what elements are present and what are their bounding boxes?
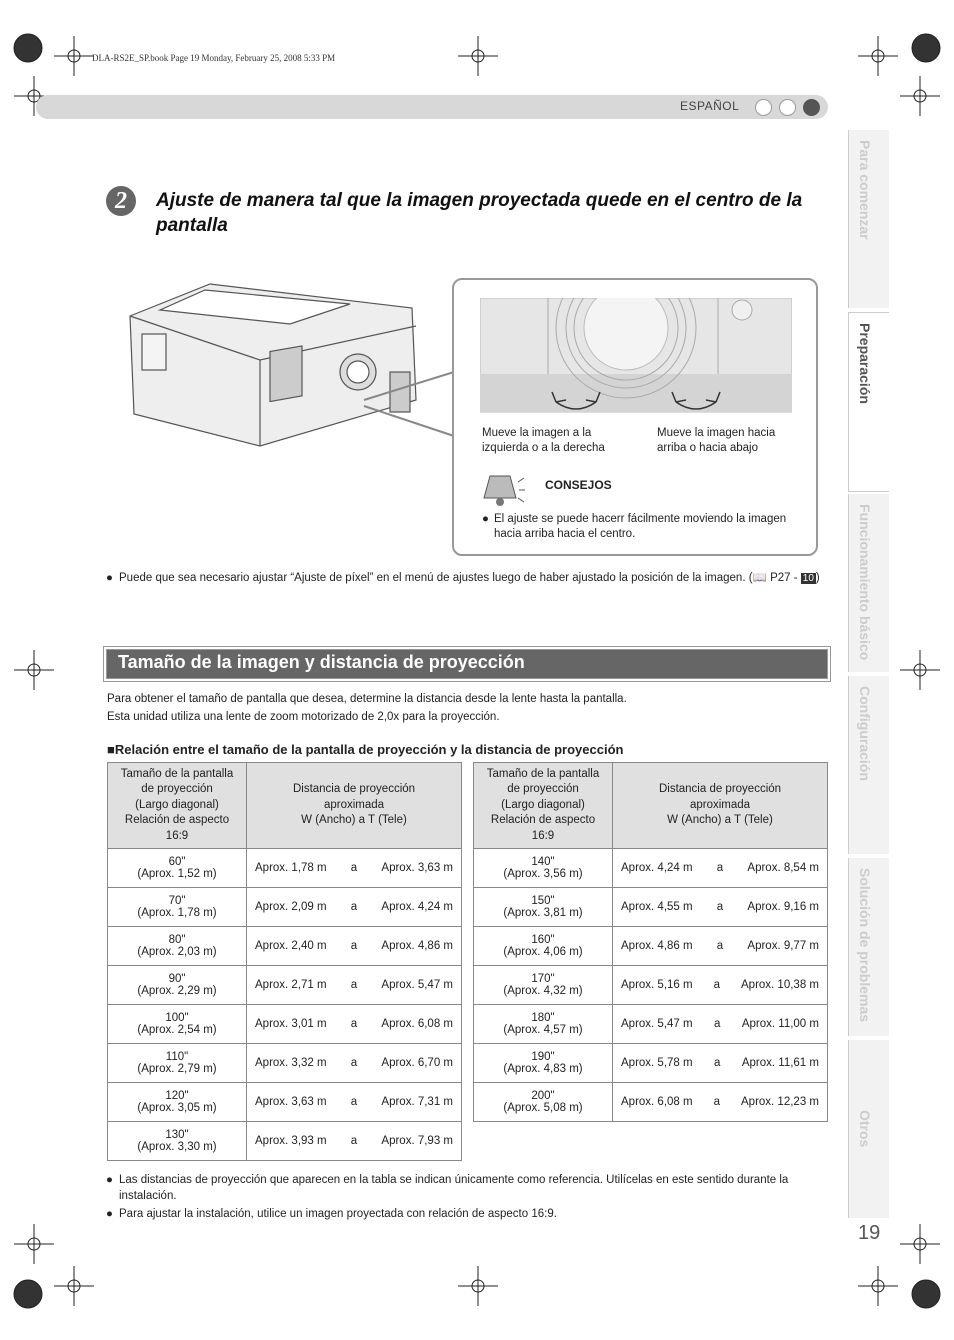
progress-dot-3 (803, 99, 820, 116)
range-connector: a (350, 1135, 358, 1147)
screen-size-inches: 190" (531, 1051, 555, 1063)
tab-label: Funcionamiento básico (857, 504, 873, 661)
note-text: Puede que sea necesario ajustar “Ajuste de píxel” en el menú de ajustes luego de haber ajustado la posición de la imagen. (📖 P27 - 10 ) (119, 572, 820, 584)
wide-distance: Aprox. 4,86 m (621, 940, 693, 952)
tab-preparacion[interactable] (848, 312, 889, 492)
tab-otros[interactable] (848, 1040, 889, 1218)
screen-size-cell (474, 888, 613, 927)
book-icon: 📖 (752, 572, 767, 584)
tele-distance: Aprox. 7,31 m (381, 1096, 453, 1108)
table-row (474, 1044, 828, 1083)
distance-column-header (613, 763, 828, 849)
tele-distance: Aprox. 3,63 m (381, 862, 453, 874)
distance-cell (247, 888, 462, 927)
screen-size-inches: 170" (531, 973, 555, 985)
range-connector: a (350, 1096, 358, 1108)
table-row (108, 1083, 462, 1122)
distance-cell (613, 1005, 828, 1044)
table-row (474, 1005, 828, 1044)
distance-cell (247, 1044, 462, 1083)
wide-distance: Aprox. 2,71 m (255, 979, 327, 991)
screen-size-inches: 80" (168, 934, 186, 946)
table-row (108, 888, 462, 927)
intro-line-2: Esta unidad utiliza una lente de zoom motorizado de 2,0x para la proyección. (107, 711, 500, 723)
screen-size-meters: (Aprox. 1,78 m) (137, 907, 217, 919)
tele-distance: Aprox. 12,23 m (741, 1096, 819, 1108)
tab-label: Solución de problemas (857, 868, 873, 1023)
screen-size-inches: 200" (531, 1090, 555, 1102)
tele-distance: Aprox. 10,38 m (741, 979, 819, 991)
distance-cell (247, 1122, 462, 1161)
distance-cell (247, 927, 462, 966)
screen-size-meters: (Aprox. 4,83 m) (503, 1063, 583, 1075)
screen-size-meters: (Aprox. 4,57 m) (503, 1024, 583, 1036)
tele-distance: Aprox. 4,24 m (381, 901, 453, 913)
screen-size-meters: (Aprox. 3,30 m) (137, 1141, 217, 1153)
header-line: 16:9 (531, 829, 555, 842)
size-column-header (474, 763, 613, 849)
lens-closeup-illustration (480, 298, 792, 414)
table-row (108, 1005, 462, 1044)
header-line: de proyección (141, 783, 213, 796)
tab-label: Otros (857, 1110, 873, 1148)
screen-size-inches: 110" (165, 1051, 189, 1063)
range-connector: a (713, 1096, 720, 1108)
tip-bullet: ● (482, 513, 489, 525)
wide-distance: Aprox. 4,55 m (621, 901, 693, 913)
header-line: aproximada (323, 798, 385, 811)
screen-size-cell (108, 1083, 247, 1122)
zoom-connector-lines (360, 370, 460, 440)
range-connector: a (350, 940, 358, 952)
screen-size-inches: 150" (531, 895, 555, 907)
screen-size-meters: (Aprox. 2,29 m) (137, 985, 217, 997)
screen-size-cell (108, 927, 247, 966)
table-row (108, 927, 462, 966)
range-connector: a (716, 901, 724, 913)
footnote-bullet: ● (106, 1174, 113, 1186)
screen-size-meters: (Aprox. 2,03 m) (137, 946, 217, 958)
distance-cell (247, 1005, 462, 1044)
tele-distance: Aprox. 11,61 m (741, 1057, 819, 1069)
wide-distance: Aprox. 3,93 m (255, 1135, 327, 1147)
tele-distance: Aprox. 6,08 m (381, 1018, 453, 1030)
header-line: W (Ancho) a T (Tele) (667, 814, 773, 827)
screen-size-inches: 90" (168, 973, 186, 985)
range-connector: a (714, 1057, 721, 1069)
tele-distance: Aprox. 9,77 m (747, 940, 819, 952)
screen-size-meters: (Aprox. 5,08 m) (503, 1102, 583, 1114)
table-row (474, 1083, 828, 1122)
tele-distance: Aprox. 7,93 m (381, 1135, 453, 1147)
footnote-2: Para ajustar la instalación, utilice un imagen proyectada con relación de aspecto 16:9. (119, 1208, 557, 1220)
wide-distance: Aprox. 2,09 m (255, 901, 327, 913)
wide-distance: Aprox. 6,08 m (621, 1096, 693, 1108)
square-bullet-icon: ■ (107, 742, 115, 757)
lens-shift-vertical-caption: Mueve la imagen hacia arriba o hacia abajo (657, 427, 776, 454)
distance-column-header (247, 763, 462, 849)
page-number: 19 (858, 1222, 881, 1244)
header-line: Tamaño de la pantalla (120, 767, 234, 780)
wide-distance: Aprox. 3,63 m (255, 1096, 327, 1108)
header-line: W (Ancho) a T (Tele) (301, 814, 407, 827)
progress-dot-1 (755, 99, 772, 116)
distance-cell (613, 849, 828, 888)
screen-size-cell (474, 849, 613, 888)
screen-size-inches: 160" (531, 934, 555, 946)
screen-size-inches: 60" (168, 856, 186, 868)
note-item-ref: 10 (802, 573, 814, 584)
table-row (108, 1122, 462, 1161)
wide-distance: Aprox. 4,24 m (621, 862, 693, 874)
screen-size-meters: (Aprox. 4,06 m) (503, 946, 583, 958)
screen-size-inches: 140" (531, 856, 555, 868)
step-title: Ajuste de manera tal que la imagen proyectada quede en el centro de la pantalla (156, 190, 803, 236)
footnote-bullet: ● (106, 1208, 113, 1220)
header-line: Tamaño de la pantalla (486, 767, 600, 780)
table-row (108, 1044, 462, 1083)
screen-size-cell (474, 1044, 613, 1083)
screen-size-cell (108, 888, 247, 927)
header-line: Relación de aspecto (490, 814, 596, 827)
tele-distance: Aprox. 6,70 m (381, 1057, 453, 1069)
table-row (108, 849, 462, 888)
screen-size-cell (108, 1044, 247, 1083)
header-line: Distancia de proyección (658, 783, 782, 796)
screen-size-meters: (Aprox. 3,05 m) (137, 1102, 217, 1114)
tab-para-comenzar[interactable] (848, 130, 889, 308)
tele-distance: Aprox. 9,16 m (747, 901, 819, 913)
distance-cell (247, 1083, 462, 1122)
subheading-text: Relación entre el tamaño de la pantalla de proyección y la distancia de proyección (114, 742, 624, 757)
intro-line-1: Para obtener el tamaño de pantalla que desea, determine la distancia desde la lente hasta la pantalla. (107, 693, 627, 705)
wide-distance: Aprox. 2,40 m (255, 940, 327, 952)
table-row (474, 927, 828, 966)
note-bullet: ● (106, 572, 113, 584)
distance-cell (613, 1083, 828, 1122)
tab-label: Preparación (857, 323, 873, 404)
bell-icon (482, 470, 526, 510)
range-connector: a (713, 979, 720, 991)
screen-size-meters: (Aprox. 2,54 m) (137, 1024, 217, 1036)
screen-size-cell (474, 927, 613, 966)
distance-cell (247, 966, 462, 1005)
screen-size-inches: 120" (165, 1090, 189, 1102)
wide-distance: Aprox. 5,16 m (621, 979, 693, 991)
wide-distance: Aprox. 5,78 m (621, 1057, 693, 1069)
screen-size-inches: 130" (165, 1129, 189, 1141)
table-row (474, 966, 828, 1005)
header-line: (Largo diagonal) (135, 798, 219, 811)
distance-cell (613, 1044, 828, 1083)
wide-distance: Aprox. 1,78 m (255, 862, 327, 874)
screen-size-cell (108, 849, 247, 888)
range-connector: a (714, 1018, 721, 1030)
tele-distance: Aprox. 11,00 m (741, 1018, 819, 1030)
screen-size-cell (474, 966, 613, 1005)
range-connector: a (350, 862, 358, 874)
note-body: Puede que sea necesario ajustar “Ajuste de píxel” en el menú de ajustes luego de haber ajustado la posición de la imagen. (119, 572, 746, 584)
wide-distance: Aprox. 5,47 m (621, 1018, 693, 1030)
tips-label: CONSEJOS (545, 478, 612, 492)
distance-cell (247, 849, 462, 888)
tip-text: El ajuste se puede hacerr fácilmente moviendo la imagen hacia arriba hacia el centro. (494, 513, 787, 540)
tab-solucion-de-problemas[interactable] (848, 858, 889, 1036)
header-line: Distancia de proyección (292, 783, 416, 796)
progress-dot-2 (779, 99, 796, 116)
chapter-tabs (848, 130, 892, 1270)
range-connector: a (350, 979, 358, 991)
tele-distance: Aprox. 5,47 m (381, 979, 453, 991)
book-header: DLA-RS2E_SP.book Page 19 Monday, February 25, 2008 5:33 PM (92, 53, 336, 63)
distance-table-right (473, 762, 828, 1122)
screen-size-cell (108, 966, 247, 1005)
table-row (108, 966, 462, 1005)
screen-size-cell (474, 1083, 613, 1122)
header-line: Relación de aspecto (124, 814, 230, 827)
size-column-header (108, 763, 247, 849)
table-subheading (107, 742, 623, 757)
tab-configuracion[interactable] (848, 676, 889, 854)
tab-label: Configuración (857, 686, 873, 781)
language-label: ESPAÑOL (680, 99, 740, 113)
range-connector: a (716, 862, 724, 874)
screen-size-cell (108, 1005, 247, 1044)
tele-distance: Aprox. 8,54 m (747, 862, 819, 874)
step-number-icon: 2 (106, 186, 136, 216)
header-line: de proyección (507, 783, 579, 796)
footnote-1: Las distancias de proyección que aparecen en la tabla se indican únicamente como referencia. Utilícelas en este sentido durante la instalación. (119, 1174, 789, 1202)
range-connector: a (350, 901, 358, 913)
table-row (474, 849, 828, 888)
tele-distance: Aprox. 4,86 m (381, 940, 453, 952)
screen-size-inches: 70" (168, 895, 186, 907)
wide-distance: Aprox. 3,01 m (255, 1018, 327, 1030)
distance-cell (613, 966, 828, 1005)
wide-distance: Aprox. 3,32 m (255, 1057, 327, 1069)
header-line: aproximada (689, 798, 751, 811)
tab-label: Para comenzar (857, 140, 873, 240)
lens-shift-horizontal-caption: Mueve la imagen a la izquierda o a la derecha (482, 427, 605, 454)
screen-size-meters: (Aprox. 4,32 m) (503, 985, 583, 997)
note-page-ref: P27 (770, 572, 791, 584)
screen-size-meters: (Aprox. 3,56 m) (503, 868, 583, 880)
range-connector: a (716, 940, 724, 952)
tab-funcionamiento-basico[interactable] (848, 494, 889, 672)
table-row (474, 888, 828, 927)
distance-cell (613, 888, 828, 927)
screen-size-meters: (Aprox. 2,79 m) (137, 1063, 217, 1075)
distance-cell (613, 927, 828, 966)
range-connector: a (350, 1018, 358, 1030)
screen-size-cell (108, 1122, 247, 1161)
header-line: 16:9 (165, 829, 189, 842)
header-line: (Largo diagonal) (501, 798, 585, 811)
screen-size-inches: 180" (531, 1012, 555, 1024)
screen-size-meters: (Aprox. 1,52 m) (137, 868, 217, 880)
screen-size-inches: 100" (165, 1012, 189, 1024)
section-title: Tamaño de la imagen y distancia de proyección (118, 652, 525, 672)
screen-size-cell (474, 1005, 613, 1044)
screen-size-meters: (Aprox. 3,81 m) (503, 907, 583, 919)
range-connector: a (350, 1057, 358, 1069)
distance-table-left (107, 762, 462, 1161)
